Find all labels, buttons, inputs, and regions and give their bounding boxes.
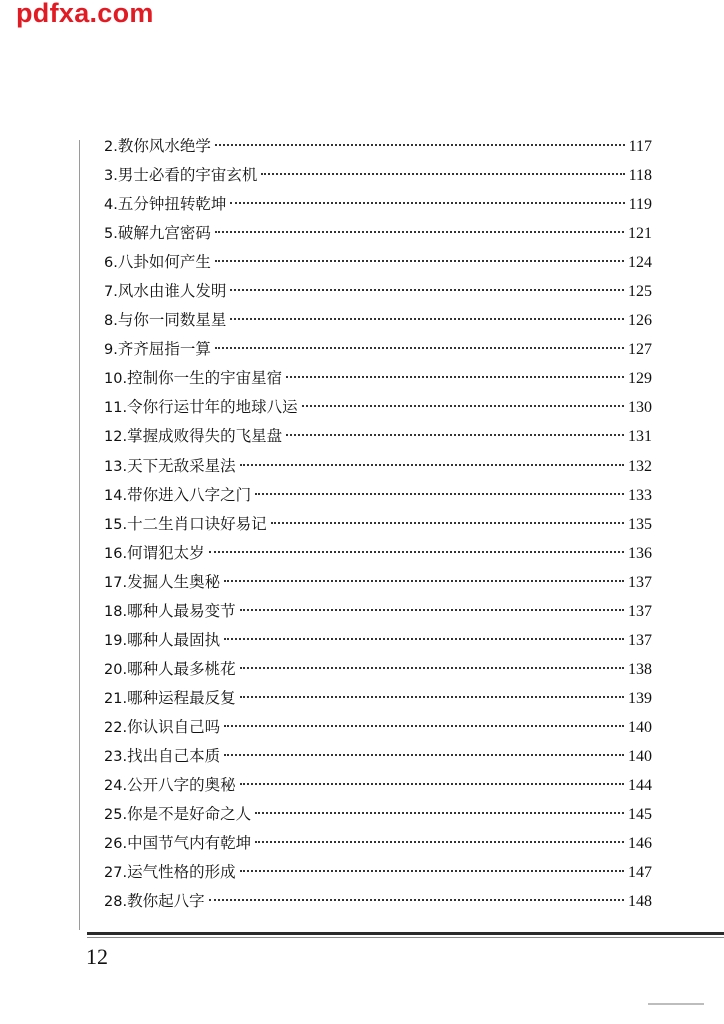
toc-entry-number: 22. [104,719,128,736]
toc-entry-number: 15. [104,516,128,533]
toc-entry-page: 125 [628,283,652,301]
toc-entry [104,713,652,742]
toc-entry-title: 运气性格的形成 [127,863,236,882]
toc-entry-page: 132 [628,457,652,475]
toc-entry [104,277,652,306]
toc-entry-page: 119 [628,196,652,214]
toc-entry-page: 124 [628,254,652,272]
toc-entry-title: 发掘人生奥秘 [127,572,221,591]
footer-rule-thin [87,937,724,938]
toc-entry-page: 139 [628,689,652,707]
toc-entry-page: 135 [628,515,652,533]
toc-dot-leader [224,638,624,640]
toc-entry-number: 8. [104,313,118,330]
toc-dot-leader [255,812,624,814]
toc-entry-title: 男士必看的宇宙玄机 [117,166,258,185]
toc-entry [104,219,652,248]
toc-dot-leader [224,725,624,727]
toc-entry [104,800,652,829]
toc-entry-page: 137 [628,631,652,649]
toc-entry-number: 24. [104,778,128,795]
toc-entry [104,422,652,451]
toc-entry-title: 教你起八字 [127,892,205,911]
toc-entry-page: 147 [628,864,652,882]
watermark-logo: pdfxa.com [16,0,154,28]
toc-entry-title: 你是不是好命之人 [127,805,252,824]
toc-entry-number: 17. [104,574,128,591]
toc-entry-number: 9. [104,342,118,359]
toc-entry [104,161,652,190]
scan-mark [648,1003,704,1005]
toc-entry-page: 144 [628,777,652,795]
toc-entry [104,771,652,800]
toc-entry-title: 哪种运程最反复 [127,688,236,707]
toc-entry [104,597,652,626]
toc-entry-number: 3. [104,168,118,185]
toc-entry [104,568,652,597]
toc-entry-title: 中国节气内有乾坤 [127,834,252,853]
toc-entry-title: 十二生肖口诀好易记 [127,514,267,533]
toc-dot-leader [255,841,624,843]
toc-entry-number: 18. [104,603,128,620]
toc-dot-leader [215,231,624,233]
toc-entry-title: 哪种人最多桃花 [127,659,236,678]
toc-entry-number: 26. [104,836,128,853]
toc-dot-leader [302,405,624,407]
toc-entry-page: 136 [628,544,652,562]
toc-entry-number: 11. [104,400,128,417]
toc-dot-leader [230,202,624,204]
toc-entry [104,306,652,335]
toc-entry-number: 28. [104,894,128,911]
toc-dot-leader [240,696,624,698]
toc-entry-title: 风水由谁人发明 [117,282,227,301]
toc-entry-page: 138 [628,660,652,678]
toc-entry-title: 五分钟扭转乾坤 [117,195,227,214]
toc-entry-number: 19. [104,632,128,649]
toc-entry [104,190,652,219]
toc-dot-leader [240,783,624,785]
toc-entry-page: 126 [628,312,652,330]
toc-dot-leader [215,260,624,262]
toc-entry-title: 哪种人最固执 [127,630,221,649]
left-margin-rule [79,140,80,930]
toc-entry [104,335,652,364]
toc-entry-page: 117 [628,138,652,155]
toc-entry-number: 21. [104,690,128,707]
toc-entry-title: 带你进入八字之门 [127,485,252,504]
toc-entry-page: 145 [628,806,652,824]
toc-entry [104,887,652,916]
toc-entry [104,393,652,422]
toc-dot-leader [224,580,624,582]
toc-entry-page: 133 [628,486,652,504]
toc-entry-title: 齐齐屈指一算 [117,340,211,359]
toc-entry [104,132,652,161]
toc-entry-number: 10. [104,371,128,388]
toc-dot-leader [286,376,624,378]
toc-entry [104,626,652,655]
toc-dot-leader [240,464,624,466]
toc-entry-number: 5. [104,226,118,243]
toc-entry-page: 127 [628,341,652,359]
toc-entry-number: 12. [104,429,128,446]
toc-entry-number: 6. [104,255,118,272]
table-of-contents [104,132,652,916]
toc-entry-title: 你认识自己吗 [127,717,221,736]
toc-entry [104,539,652,568]
toc-entry-title: 何谓犯太岁 [127,543,205,562]
toc-entry-number: 7. [104,284,118,301]
toc-entry-page: 131 [628,428,652,446]
toc-entry [104,481,652,510]
toc-entry-number: 14. [104,487,128,504]
toc-dot-leader [224,754,624,756]
toc-entry-page: 140 [628,718,652,736]
toc-dot-leader [286,434,624,436]
toc-entry [104,364,652,393]
toc-entry [104,452,652,481]
toc-entry-page: 121 [628,225,652,243]
toc-dot-leader [240,609,624,611]
toc-entry-title: 教你风水绝学 [117,137,211,155]
toc-entry-number: 23. [104,748,128,765]
toc-entry [104,510,652,539]
toc-dot-leader [230,318,624,320]
toc-entry [104,248,652,277]
toc-dot-leader [240,667,624,669]
footer-rule [87,932,724,935]
toc-dot-leader [215,144,625,146]
toc-entry-title: 控制你一生的宇宙星宿 [127,369,283,388]
toc-entry-number: 4. [104,197,118,214]
toc-entry-title: 哪种人最易变节 [127,601,236,620]
toc-entry-page: 148 [628,893,652,911]
toc-dot-leader [240,870,624,872]
toc-entry-title: 找出自己本质 [127,746,221,765]
toc-entry-number: 25. [104,807,128,824]
toc-entry-title: 令你行运廿年的地球八运 [127,398,298,417]
toc-entry-title: 破解九宫密码 [117,224,211,243]
toc-entry-page: 129 [628,370,652,388]
toc-dot-leader [215,347,624,349]
toc-entry-page: 137 [628,602,652,620]
toc-entry-number: 27. [104,865,128,882]
toc-entry-number: 2. [104,139,118,155]
toc-entry-page: 118 [628,167,652,185]
toc-dot-leader [255,493,624,495]
toc-entry-number: 13. [104,458,128,475]
toc-entry [104,684,652,713]
page-number: 12 [86,944,108,969]
toc-entry-title: 与你一同数星星 [117,311,227,330]
toc-entry [104,829,652,858]
toc-dot-leader [230,289,624,291]
toc-dot-leader [209,899,624,901]
toc-dot-leader [209,551,624,553]
toc-entry-page: 140 [628,747,652,765]
toc-entry [104,742,652,771]
toc-entry-number: 20. [104,661,128,678]
toc-entry [104,858,652,887]
toc-entry-number: 16. [104,545,128,562]
toc-entry-page: 146 [628,835,652,853]
toc-dot-leader [271,522,624,524]
toc-entry-title: 八卦如何产生 [117,253,211,272]
toc-entry-title: 天下无敌采星法 [127,456,236,475]
toc-entry-page: 137 [628,573,652,591]
toc-dot-leader [261,173,624,175]
toc-entry-page: 130 [628,399,652,417]
toc-entry [104,655,652,684]
toc-entry-title: 掌握成败得失的飞星盘 [127,427,283,446]
toc-entry-title: 公开八字的奥秘 [127,776,236,795]
